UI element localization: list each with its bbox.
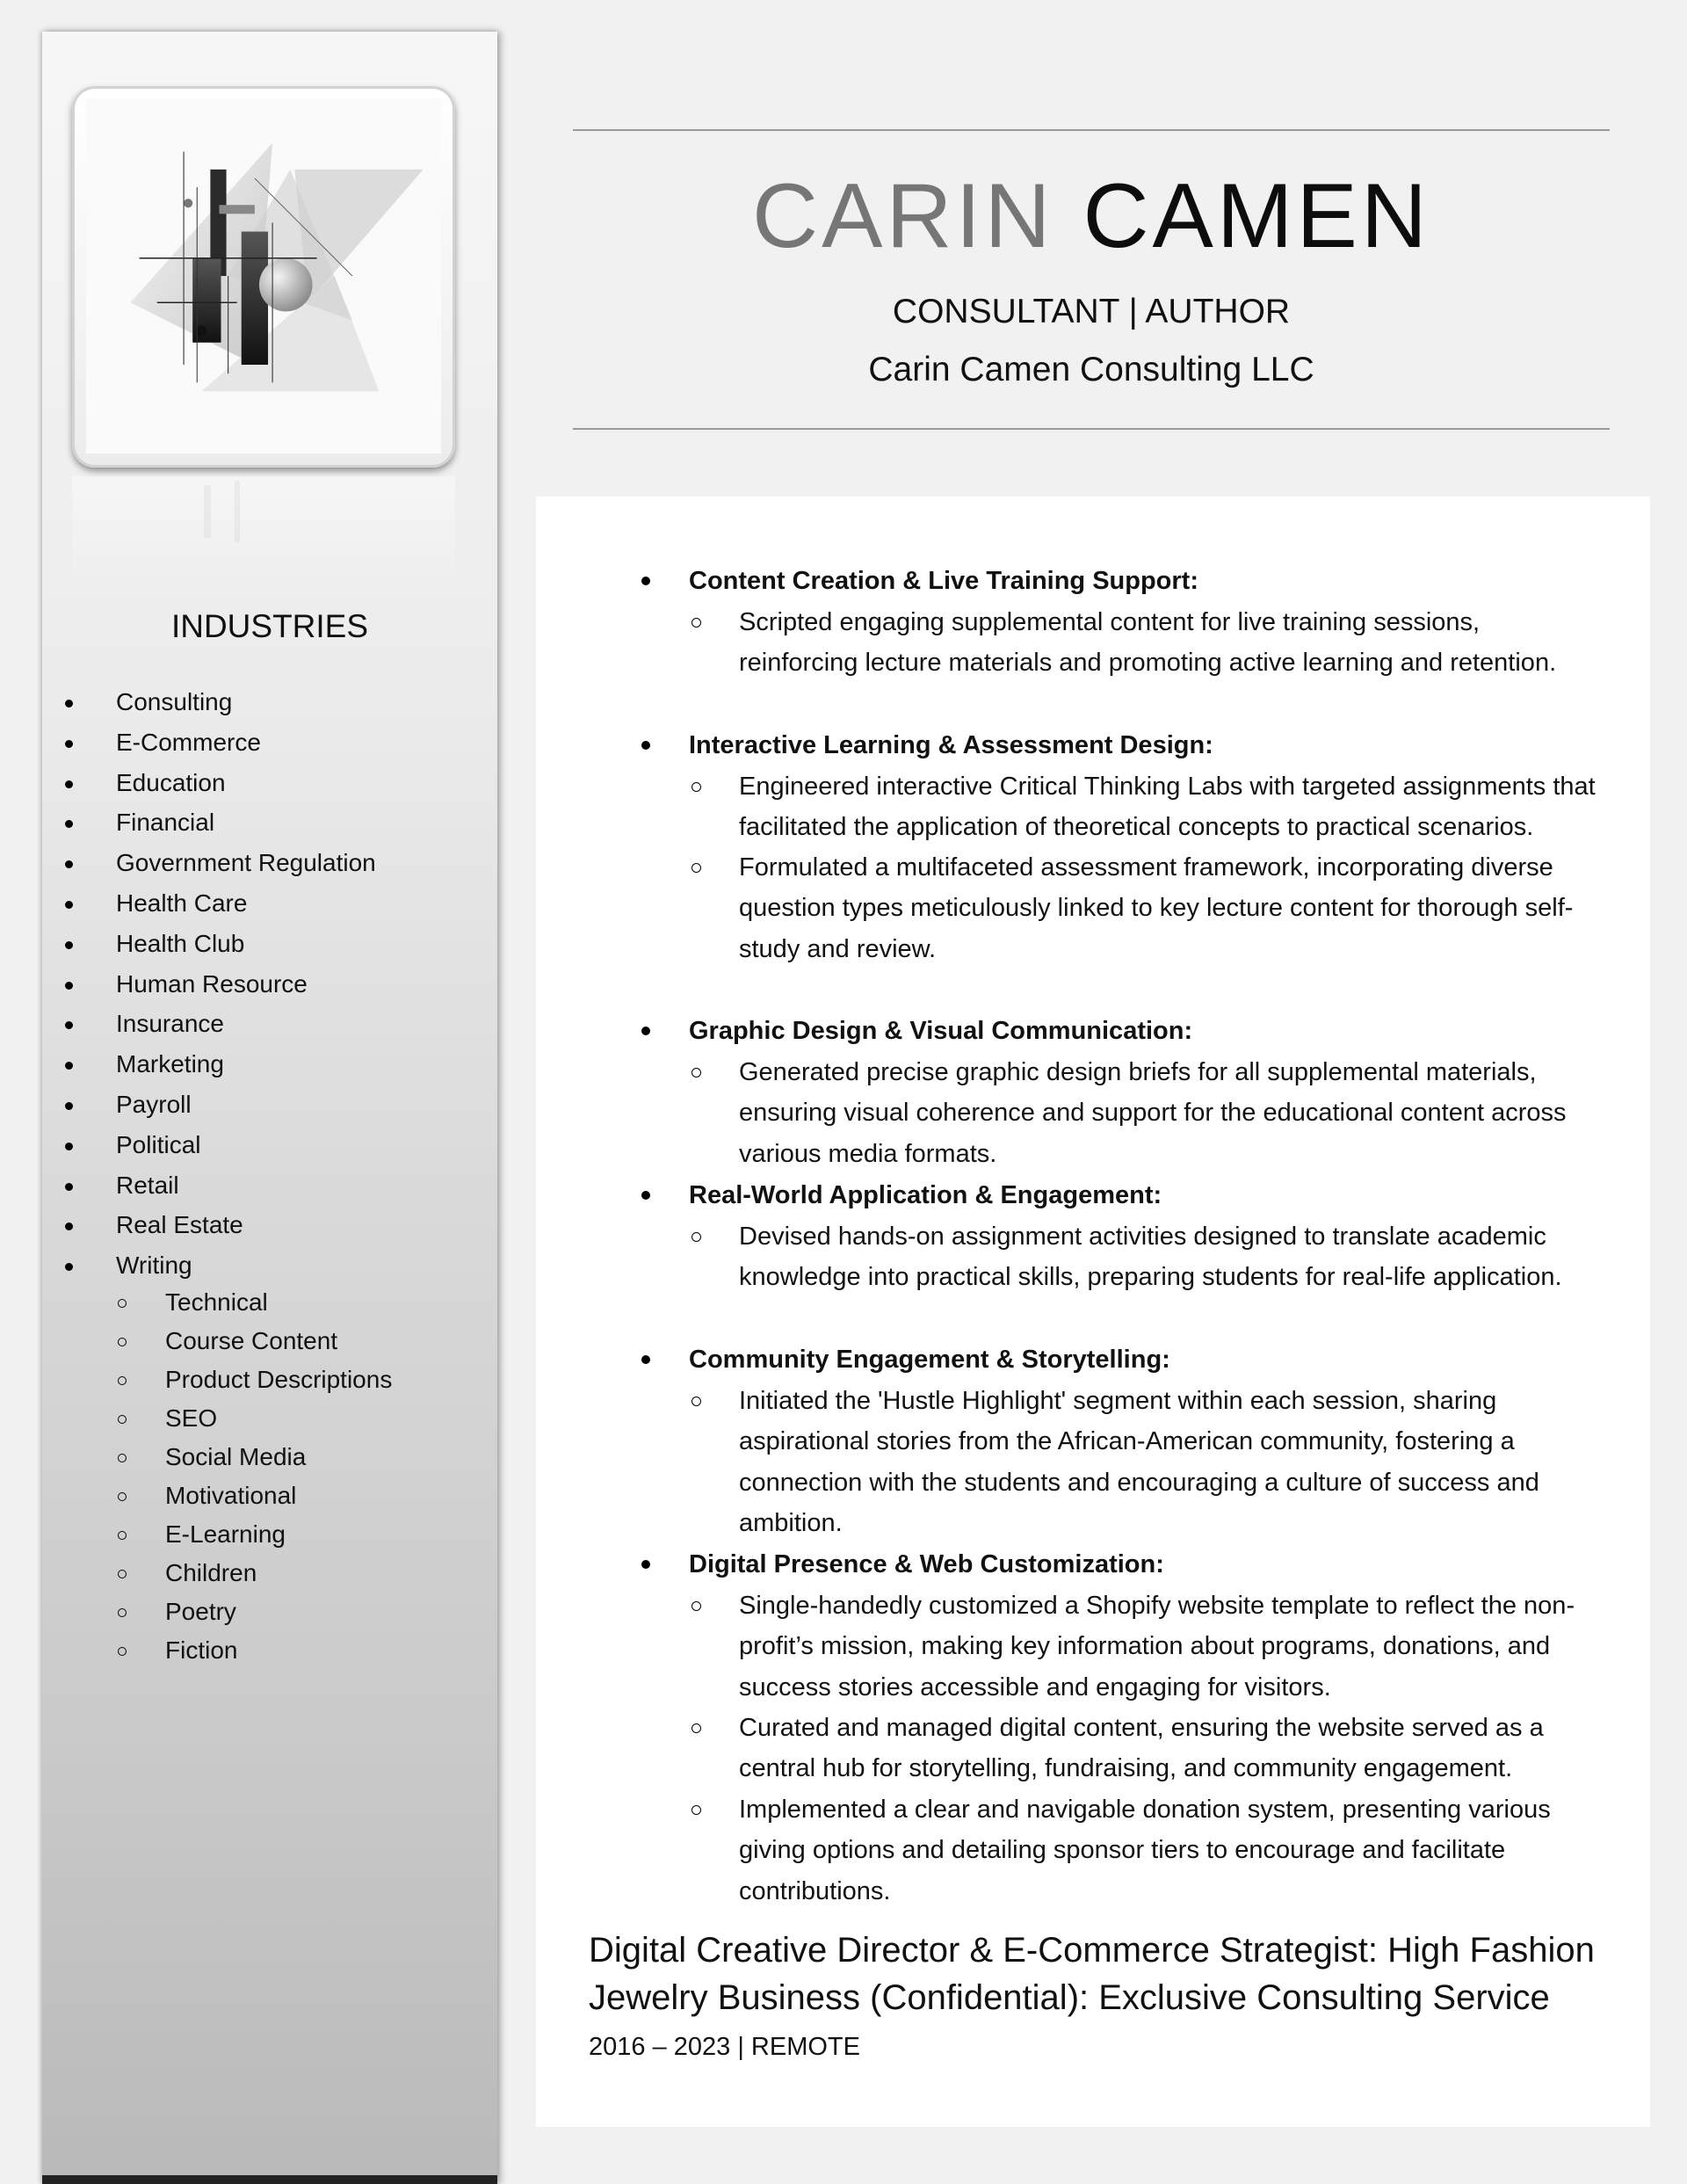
circle-bullet-icon [118,1570,127,1578]
list-item: Social Media [42,1438,497,1477]
list-item: Real Estate [42,1205,497,1245]
bullet-icon [65,860,73,868]
circle-bullet-icon [691,1397,701,1406]
circle-bullet-icon [691,1232,701,1242]
bullet-icon [65,982,73,990]
circle-bullet-icon [691,1068,701,1077]
bullet-icon [641,577,650,585]
job-title: Digital Creative Director & E-Commerce Strategist: High Fashion Jewelry Business (Confidential): Exclusive Consulting Service [589,1931,1595,2017]
sidebar-bottom-edge [42,2175,497,2184]
list-item: Government Regulation [42,843,497,883]
bullet-icon [65,1263,73,1271]
company-name: Carin Camen Consulting LLC [868,351,1314,388]
artwork-reflection [72,476,455,599]
circle-bullet-icon [118,1415,127,1424]
circle-bullet-icon [691,782,701,792]
industries-list [42,682,497,1286]
list-item: Financial [42,802,497,843]
abstract-art-icon [86,98,441,453]
first-name: CARIN [751,165,1054,267]
list-item: Technical [42,1283,497,1322]
bullet-icon [65,1021,73,1029]
industries-title: INDUSTRIES [170,608,369,644]
bullet-icon [65,740,73,748]
bullet-icon [65,700,73,707]
list-item: Motivational [42,1477,497,1515]
list-item: E-Commerce [42,722,497,763]
bullet-text: Implemented a clear and navigable donation system, presenting various giving options and detailing sponsor tiers to encourage and facilitate contributions. [739,1796,1551,1905]
bullet-text: Engineered interactive Critical Thinking Labs with targeted assignments that facilitated the application of theoretical concepts to practical scenarios. [739,773,1596,842]
bullet-text: Initiated the 'Hustle Highlight' segment within each session, sharing aspirational stories from the African-American community, fostering a connection with the students and encouraging a culture of success and ambition. [739,1387,1539,1538]
section-heading: Digital Presence & Web Customization: [689,1550,1164,1578]
circle-bullet-icon [691,618,701,628]
writing-subtypes-list [42,1283,497,1670]
circle-bullet-icon [691,1723,701,1733]
content-card [536,497,1650,2127]
circle-bullet-icon [691,1601,701,1611]
role-subtitle: CONSULTANT | AUTHOR [892,293,1291,330]
list-item: Course Content [42,1322,497,1360]
last-name: CAMEN [1082,165,1431,267]
bullet-icon [641,1191,650,1200]
bullet-text: Formulated a multifaceted assessment framework, incorporating diverse question types meticulously linked to key lecture content for thorough self-study and review. [739,853,1574,963]
bullet-icon [65,1143,73,1150]
section-heading: Graphic Design & Visual Communication: [689,1017,1193,1045]
bullet-icon [65,1102,73,1110]
bullet-icon [65,1062,73,1070]
list-item: Product Descriptions [42,1360,497,1399]
section-heading: Community Engagement & Storytelling: [689,1346,1170,1374]
page-title [573,163,1610,269]
section-heading: Interactive Learning & Assessment Design: [689,731,1213,759]
bullet-icon [65,901,73,909]
circle-bullet-icon [118,1454,127,1462]
header-top-rule [573,129,1610,131]
circle-bullet-icon [691,1805,701,1815]
list-item: Health Care [42,883,497,924]
list-item: Retail [42,1165,497,1206]
list-item: SEO [42,1399,497,1438]
section-heading: Content Creation & Live Training Support: [689,567,1198,595]
list-item: Consulting [42,682,497,722]
bullet-icon [65,941,73,949]
bullet-icon [641,741,650,750]
list-item: Payroll [42,1085,497,1125]
bullet-text: Generated precise graphic design briefs for all supplemental materials, ensuring visual coherence and support for the educational content across various media formats. [739,1058,1567,1168]
list-item: Poetry [42,1593,497,1631]
bullet-icon [65,1223,73,1230]
sidebar [42,32,497,2184]
bullet-icon [65,1183,73,1191]
bullet-text: Curated and managed digital content, ensuring the website served as a central hub for storytelling, fundraising, and community engagement. [739,1714,1544,1783]
bullet-icon [65,820,73,828]
list-item: Human Resource [42,964,497,1005]
list-item: Marketing [42,1044,497,1085]
profile-artwork [72,86,455,468]
circle-bullet-icon [118,1647,127,1656]
list-item: Education [42,763,497,803]
bullet-icon [65,780,73,788]
list-item: Insurance [42,1004,497,1044]
list-item: E-Learning [42,1515,497,1554]
list-item: Political [42,1125,497,1165]
list-item: Writing [42,1245,497,1286]
circle-bullet-icon [118,1376,127,1385]
circle-bullet-icon [118,1299,127,1308]
bullet-icon [641,1355,650,1364]
bullet-text: Devised hands-on assignment activities designed to translate academic knowledge into practical skills, preparing students for real-life application. [739,1223,1562,1292]
bullet-icon [641,1027,650,1035]
circle-bullet-icon [118,1608,127,1617]
bullet-text: Scripted engaging supplemental content for live training sessions, reinforcing lecture materials and promoting active learning and retention. [739,608,1557,678]
header-bottom-rule [573,428,1610,430]
circle-bullet-icon [691,863,701,873]
list-item: Health Club [42,924,497,964]
bullet-icon [641,1560,650,1569]
list-item: Fiction [42,1631,497,1670]
circle-bullet-icon [118,1492,127,1501]
circle-bullet-icon [118,1531,127,1540]
section-heading: Real-World Application & Engagement: [689,1181,1162,1209]
circle-bullet-icon [118,1338,127,1346]
list-item: Children [42,1554,497,1593]
job-meta: 2016 – 2023 | REMOTE [589,2033,860,2061]
bullet-text: Single-handedly customized a Shopify website template to reflect the non-profit’s mission, making key information about programs, donations, and success stories accessible and engaging for visitors. [739,1592,1575,1701]
